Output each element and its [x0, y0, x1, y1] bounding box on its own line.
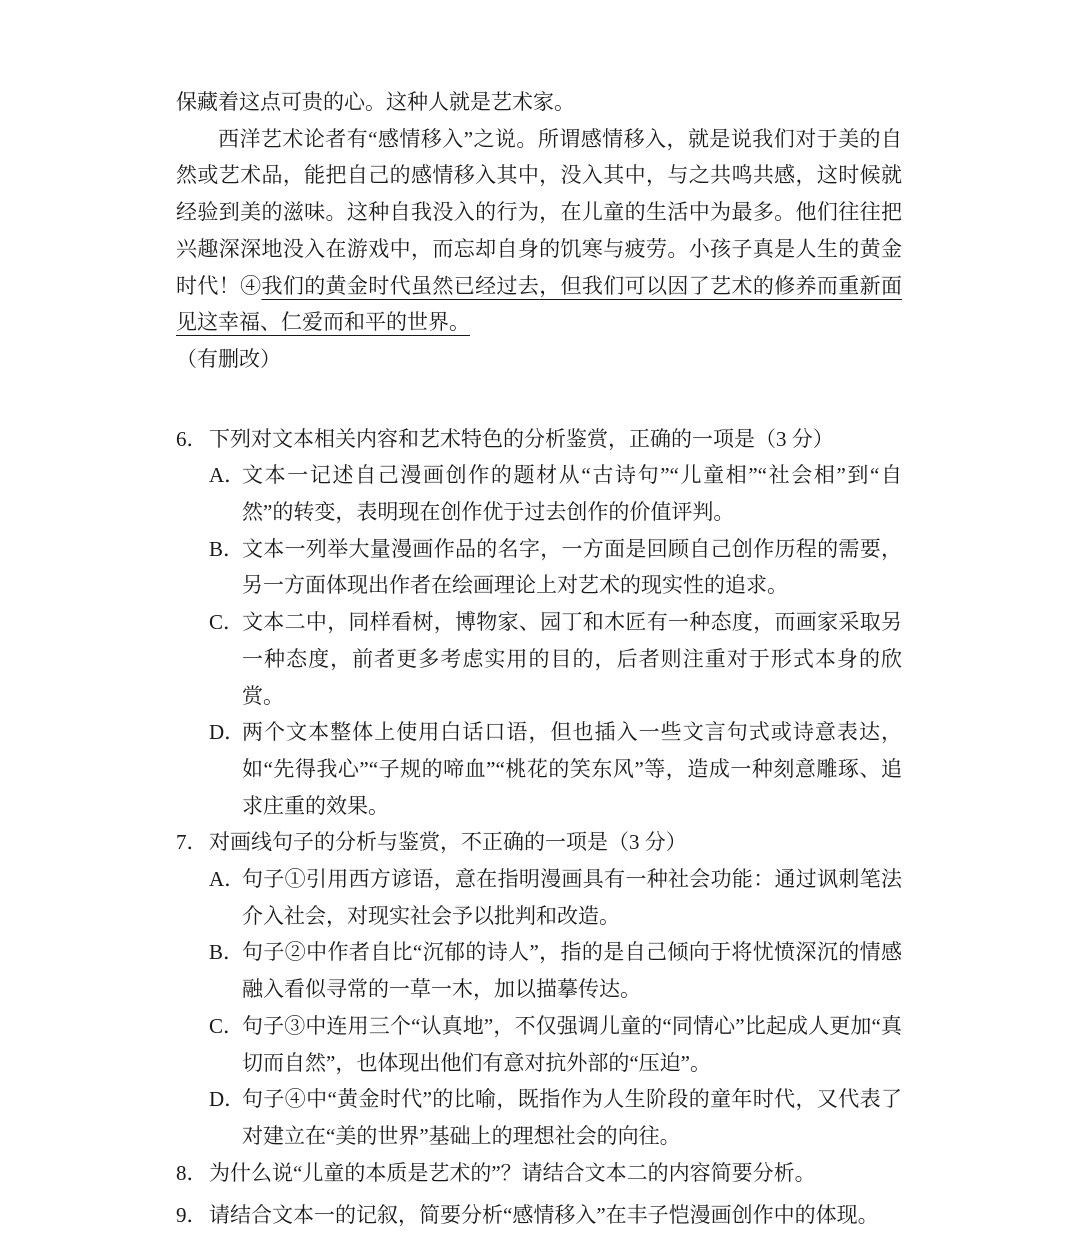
option-label: B． — [209, 940, 245, 965]
question-number: 6． — [176, 426, 208, 451]
question-8 — [176, 1155, 902, 1192]
option-label: D． — [209, 1087, 246, 1112]
passage-text: 保藏着这点可贵的心。这种人就是艺术家。 — [176, 90, 575, 114]
question-stem: 对画线句子的分析与鉴赏，不正确的一项是（3 分） — [209, 830, 687, 855]
option-6d — [209, 714, 902, 824]
option-6b — [209, 531, 902, 604]
page-content — [176, 84, 902, 1234]
question-section — [176, 421, 902, 1234]
option-text: 文本一记述自己漫画创作的题材从“古诗句”“儿童相”“社会相”到“自然”的转变，表明现在创作优于过去创作的价值评判。 — [242, 463, 902, 525]
option-text: 句子③中连用三个“认真地”，不仅强调儿童的“同情心”比起成人更加“真切而自然”，也体现出他们有意对抗外部的“压迫”。 — [242, 1013, 902, 1075]
option-text: 两个文本整体上使用白话口语，但也插入一些文言句式或诗意表达，如“先得我心”“子规的啼血”“桃花的笑东风”等，造成一种刻意雕琢、追求庄重的效果。 — [242, 720, 902, 818]
option-text: 句子④中“黄金时代”的比喻，既指作为人生阶段的童年时代，又代表了对建立在“美的世界”基础上的理想社会的向往。 — [242, 1087, 902, 1148]
source-note: （有删改） — [176, 346, 281, 371]
question-stem: 请结合文本一的记叙，简要分析“感情移入”在丰子恺漫画创作中的体现。 — [209, 1203, 879, 1228]
question-number: 9． — [176, 1203, 208, 1228]
option-text: 文本二中，同样看树，博物家、园丁和木匠有一种态度，而画家采取另一种态度，前者更多考虑实用的目的，后者则注重对于形式本身的欣赏。 — [242, 610, 902, 708]
question-stem: 为什么说“儿童的本质是艺术的”？请结合文本二的内容简要分析。 — [209, 1160, 816, 1185]
option-label: D． — [209, 720, 246, 745]
option-label: A． — [209, 463, 246, 488]
question-7 — [176, 824, 902, 1154]
option-text: 句子①引用西方谚语，意在指明漫画具有一种社会功能：通过讽刺笔法介入社会，对现实社会予以批判和改造。 — [242, 867, 902, 928]
question-number: 7． — [176, 830, 208, 855]
question-stem: 下列对文本相关内容和艺术特色的分析鉴赏，正确的一项是（3 分） — [209, 426, 834, 451]
underlined-sentence: 我们的黄金时代虽然已经过去，但我们可以因了艺术的修养而重新面见这幸福、仁爱而和平的世界。 — [176, 273, 903, 335]
passage-text: 西洋艺术论者有“感情移入”之说。所谓感情移入，就是说我们对于美的自然或艺术品，能把自己的感情移入其中，没入其中，与之共鸣共感，这时候就经验到美的滋味。这种自我没入的行为，在儿童的生活中为最多。他们往往把兴趣深深地没入在游戏中，而忘却自身的饥寒与疲劳。小孩子真是人生的黄金时代！ — [176, 126, 902, 298]
option-label: A． — [209, 867, 246, 892]
passage-paragraph — [176, 121, 902, 341]
option-label: C． — [209, 1013, 245, 1038]
option-6c — [209, 604, 902, 714]
question-6 — [176, 421, 902, 825]
option-7b — [209, 934, 902, 1007]
question-number: 8． — [176, 1160, 208, 1185]
option-7a — [209, 861, 902, 934]
option-label: C． — [209, 610, 245, 635]
sentence-number-marker: ④ — [240, 273, 262, 298]
option-text: 句子②中作者自比“沉郁的诗人”，指的是自己倾向于将忧愤深沉的情感融入看似寻常的一草一木，加以描摹传达。 — [242, 940, 902, 1002]
reading-passage — [176, 84, 902, 378]
option-text: 文本一列举大量漫画作品的名字，一方面是回顾自己创作历程的需要，另一方面体现出作者在绘画理论上对艺术的现实性的追求。 — [242, 536, 902, 598]
option-label: B． — [209, 536, 245, 561]
question-9 — [176, 1197, 902, 1234]
option-7c — [209, 1008, 902, 1081]
option-6a — [209, 457, 902, 530]
passage-continuation-line — [176, 84, 902, 121]
option-7d — [209, 1081, 902, 1154]
